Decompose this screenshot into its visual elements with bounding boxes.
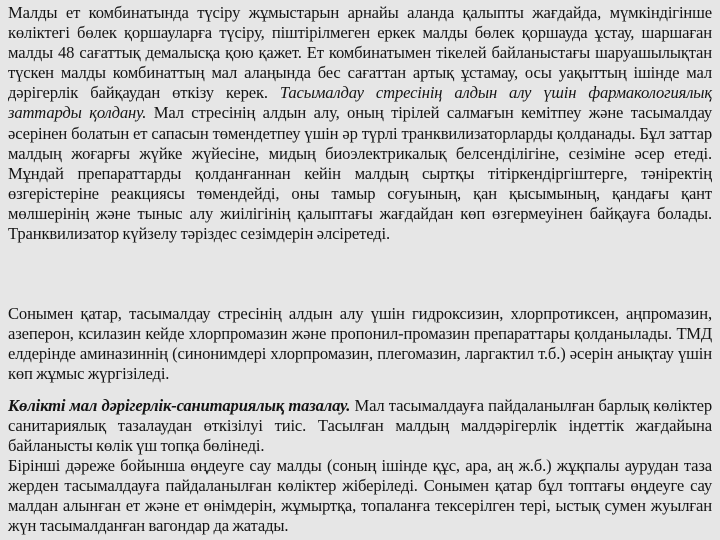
paragraph-text: Мал тасымалдауға пайдаланылған барлық көліктер санитариялық тазалаудан өткізілуі тиіс. Тасылған малдың малдәрігерлік індеттік жағдайына байланысты көлік үш топқа бөлінеді.	[8, 396, 713, 456]
paragraph-preparations	[8, 304, 712, 384]
section-heading-pharmacology: Тасымалдау стресінің алдын алу үшін фармакологиялық заттарды қолдану.	[8, 83, 712, 123]
paragraph-unloading	[8, 3, 712, 244]
paragraph-transport-sanitation	[8, 396, 712, 456]
paragraph-text: Малды ет комбинатында түсіру жұмыстарын арнайы аланда қалыпты жағдайда, мүмкіндігінше көліктегі бөлек қоршауларға түсіру, піштірілмеген еркек малды бөлек қоршауда ұстау, шаршаған малды 48 сағаттық демалысқа қою қажет. Ет комбинатымен тікелей байланыстағы шаруашылықтан түскен малды комбинаттың мал алаңында бес сағаттан артық ұстамау, осы уақыттың ішінде мал дәрігерлік байқаудан өткізу керек.	[8, 3, 712, 103]
paragraph-text: Сонымен қатар, тасымалдау стресінің алдын алу үшін гидроксизин, хлорпротиксен, аңпромазин, азеперон, ксилазин кейде хлорпромазин және пропонил-промазин препараттары қолданылады. ТМД елдерінде аминазиннің (синонимдері хлорпромазин, плегомазин, ларгактил т.б.) әсерін анықтау үшін көп жұмыс жүргізіледі.	[8, 304, 712, 384]
section-heading-sanitation: Көлікті мал дәрігерлік-санитариялық тазалау.	[8, 396, 351, 415]
paragraph-text: Бірінші дәреже бойынша өңдеуге сау малды (соның ішінде құс, ара, аң ж.б.) жұқпалы аурудан таза жерден тасымалдауға пайдаланылған көліктер жіберіледі. Сонымен қатар бұл топтағы өңдеуге сау малдан алынған ет және ет өнімдерін, жұмыртқа, топаланға тексерілген тері, ыстық сумен жуылған жүн тасымалданған вагондар да жатады.	[8, 456, 712, 536]
paragraph-text: Мал стресінің алдын алу, оның тірілей салмағын кемітпеу және тасымалдау әсерінен болатын ет сапасын төмендетпеу үшін әр түрлі транквилизаторларды қолданады. Бұл заттар малдың жоғарғы жүйке жүйесіне, мидың биоэлектрикалық белсенділігіне, сезіміне әсер етеді. Мұндай препараттарды қолданғаннан кейін малдың сыртқы тітіркендіргіштерге, тәніректің өзгерістеріне реакциясы төмендейді, оны тамыр соғуының, қан қысымының, қандағы қант мөлшерінің және тыныс алу жиілігінің қалыптағы жағдайдан көп өзгермеуінен байқауға болады. Транквилизатор күйзелу тәріздес сезімдерін әлсіретеді.	[8, 103, 712, 244]
paragraph-first-degree	[8, 456, 712, 536]
